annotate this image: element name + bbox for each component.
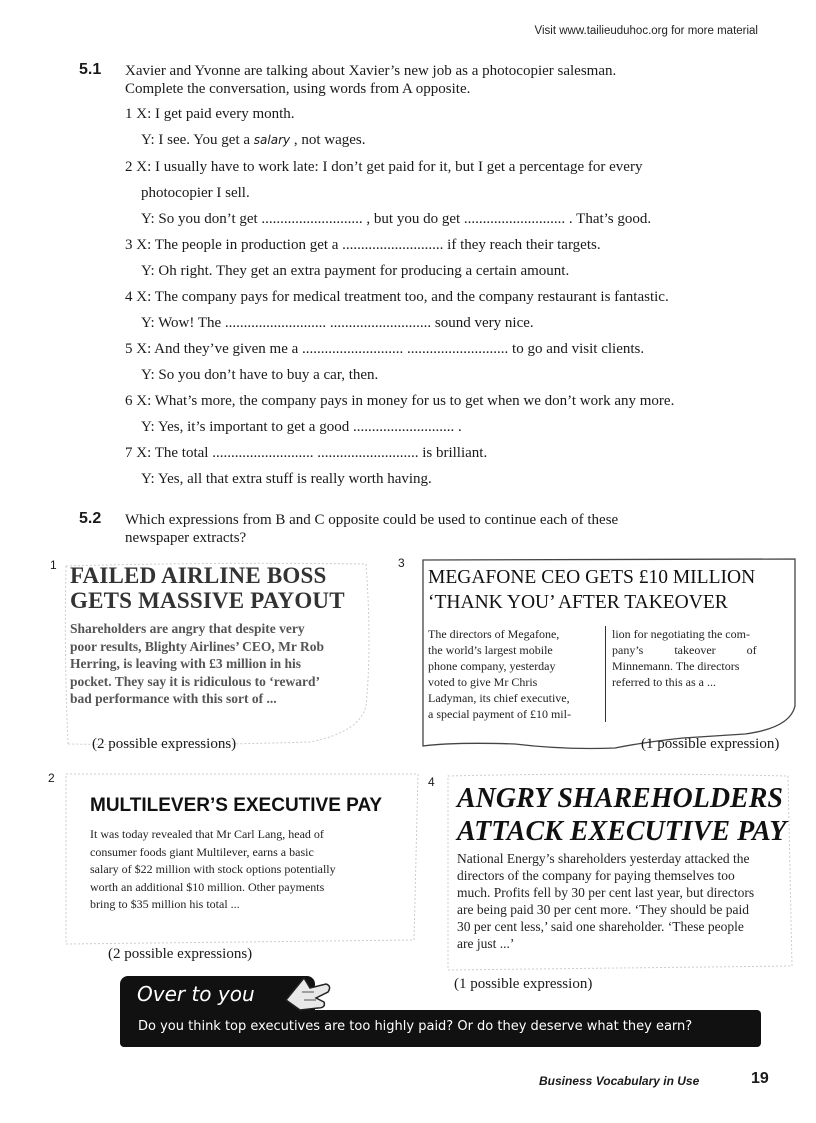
dialogue-line: 2 X: I usually have to work late: I don’t get paid for it, but I get a percentage for every <box>125 159 643 175</box>
body-line: a special payment of £10 mil- <box>428 707 571 721</box>
exercise-number: 5.1 <box>79 61 102 78</box>
dialogue-line <box>141 132 366 149</box>
dialogue-line: Y: Oh right. They get an extra payment for producing a certain amount. <box>141 263 570 279</box>
article-2 <box>90 795 410 914</box>
body-line: bring to $35 million his total ... <box>90 897 240 911</box>
headline: MEGAFONE CEO GETS £10 MILLION <box>428 567 756 588</box>
body-line: directors of the company for paying themselves too <box>457 868 735 883</box>
dialogue-line: Y: So you don’t get ........................... , but you do get ........................... . That’s good. <box>141 211 652 227</box>
body-line: The directors of Megafone, <box>428 627 560 641</box>
body-line: phone company, yesterday <box>428 659 556 673</box>
dialogue-line: 1 X: I get paid every month. <box>125 106 295 122</box>
body-line: referred to this as a ... <box>612 675 716 689</box>
body-line: It was today revealed that Mr Carl Lang, head of <box>90 827 324 841</box>
dialogue-line: Y: Yes, it’s important to get a good ........................... . <box>141 419 462 435</box>
dialogue-text: Y: I see. You get a <box>141 132 251 148</box>
body-line: pocket. They say it is ridiculous to ‘reward’ <box>70 673 321 689</box>
article-number: 4 <box>428 775 435 789</box>
body-line: lion for negotiating the com- <box>612 627 750 641</box>
headline: ‘THANK YOU’ AFTER TAKEOVER <box>428 592 728 613</box>
over-to-you-question: Do you think top executives are too highly paid? Or do they deserve what they earn? <box>138 1019 693 1034</box>
body-line: Herring, is leaving with £3 million in his <box>70 656 302 671</box>
body-line: Ladyman, its chief executive, <box>428 691 570 705</box>
article-1 <box>70 563 370 708</box>
exercise-number: 5.2 <box>79 510 102 527</box>
headline: GETS MASSIVE PAYOUT <box>70 588 345 613</box>
page-number: 19 <box>751 1070 769 1087</box>
body-line: Shareholders are angry that despite very <box>70 621 305 636</box>
body-line: consumer foods giant Multilever, earns a basic <box>90 844 314 859</box>
headline: MULTILEVER’S EXECUTIVE PAY <box>90 795 383 816</box>
intro-line: Xavier and Yvonne are talking about Xavier’s new job as a photocopier salesman. <box>125 63 617 79</box>
dialogue-line: 7 X: The total ........................... ........................... is brilliant. <box>125 445 488 461</box>
article-caption: (1 possible expression) <box>454 976 593 992</box>
intro-line: Which expressions from B and C opposite could be used to continue each of these <box>125 512 619 528</box>
dialogue-line: Y: So you don’t have to buy a car, then. <box>141 367 379 383</box>
dialogue-text: , not wages. <box>293 132 366 148</box>
body-line: bad performance with this sort of ... <box>70 691 277 706</box>
footer-book-title: Business Vocabulary in Use <box>539 1074 700 1088</box>
article-3 <box>428 565 793 615</box>
dialogue-line: 4 X: The company pays for medical treatment too, and the company restaurant is fantastic. <box>125 289 669 305</box>
header-link: Visit www.tailieuduhoc.org for more material <box>534 25 758 37</box>
exercise-intro <box>125 62 616 98</box>
body-line: the world’s largest mobile <box>428 643 553 657</box>
over-to-you-title: Over to you <box>137 982 255 1006</box>
article-body <box>457 850 787 952</box>
headline: ANGRY SHAREHOLDERS <box>457 783 783 814</box>
headline: ATTACK EXECUTIVE PAY <box>457 816 787 847</box>
body-line: are being paid 30 per cent more. ‘They should be paid <box>457 902 750 917</box>
body-line: voted to give Mr Chris <box>428 675 538 689</box>
dialogue-line: Y: Wow! The ........................... ........................... sound very nice. <box>141 315 534 331</box>
handwritten-answer: salary <box>253 133 291 147</box>
body-line: salary of $22 million with stock options potentially <box>90 862 336 876</box>
article-body <box>70 620 370 708</box>
body-line: are just ...’ <box>457 936 515 951</box>
column-divider <box>605 626 606 722</box>
dialogue-line: Y: Yes, all that extra stuff is really worth having. <box>141 471 432 487</box>
article-3-column-2 <box>612 626 784 690</box>
article-number: 1 <box>50 558 57 572</box>
article-caption: (2 possible expressions) <box>92 736 237 752</box>
pointing-hand-icon <box>280 970 336 1016</box>
dialogue-line: photocopier I sell. <box>141 185 250 201</box>
intro-line: newspaper extracts? <box>125 530 247 546</box>
exercise-intro <box>125 511 618 547</box>
article-3-column-1 <box>428 626 599 722</box>
article-body <box>90 826 410 914</box>
body-line: Minnemann. The directors <box>612 659 740 673</box>
dialogue-line: 3 X: The people in production get a ........................... if they reach their targets. <box>125 237 601 253</box>
body-line: National Energy’s shareholders yesterday attacked the <box>457 851 750 866</box>
body-line: poor results, Blighty Airlines’ CEO, Mr Rob <box>70 638 325 654</box>
body-line: pany’s takeover of <box>612 643 757 657</box>
headline: FAILED AIRLINE BOSS <box>70 563 327 588</box>
body-line: worth an additional $10 million. Other payments <box>90 879 325 894</box>
body-line: much. Profits fell by 30 per cent last year, but directors <box>457 885 755 900</box>
article-caption: (2 possible expressions) <box>108 946 253 962</box>
dialogue-line: 6 X: What’s more, the company pays in money for us to get when we don’t work any more. <box>125 393 675 409</box>
body-line: 30 per cent less,’ said one shareholder. ‘These people <box>457 919 744 934</box>
article-number: 2 <box>48 771 55 785</box>
intro-line: Complete the conversation, using words from A opposite. <box>125 81 471 97</box>
article-number: 3 <box>398 556 405 570</box>
article-caption: (1 possible expression) <box>641 736 780 752</box>
dialogue-line: 5 X: And they’ve given me a ........................... ........................... to go and visit clients. <box>125 341 645 357</box>
article-4 <box>457 782 787 952</box>
